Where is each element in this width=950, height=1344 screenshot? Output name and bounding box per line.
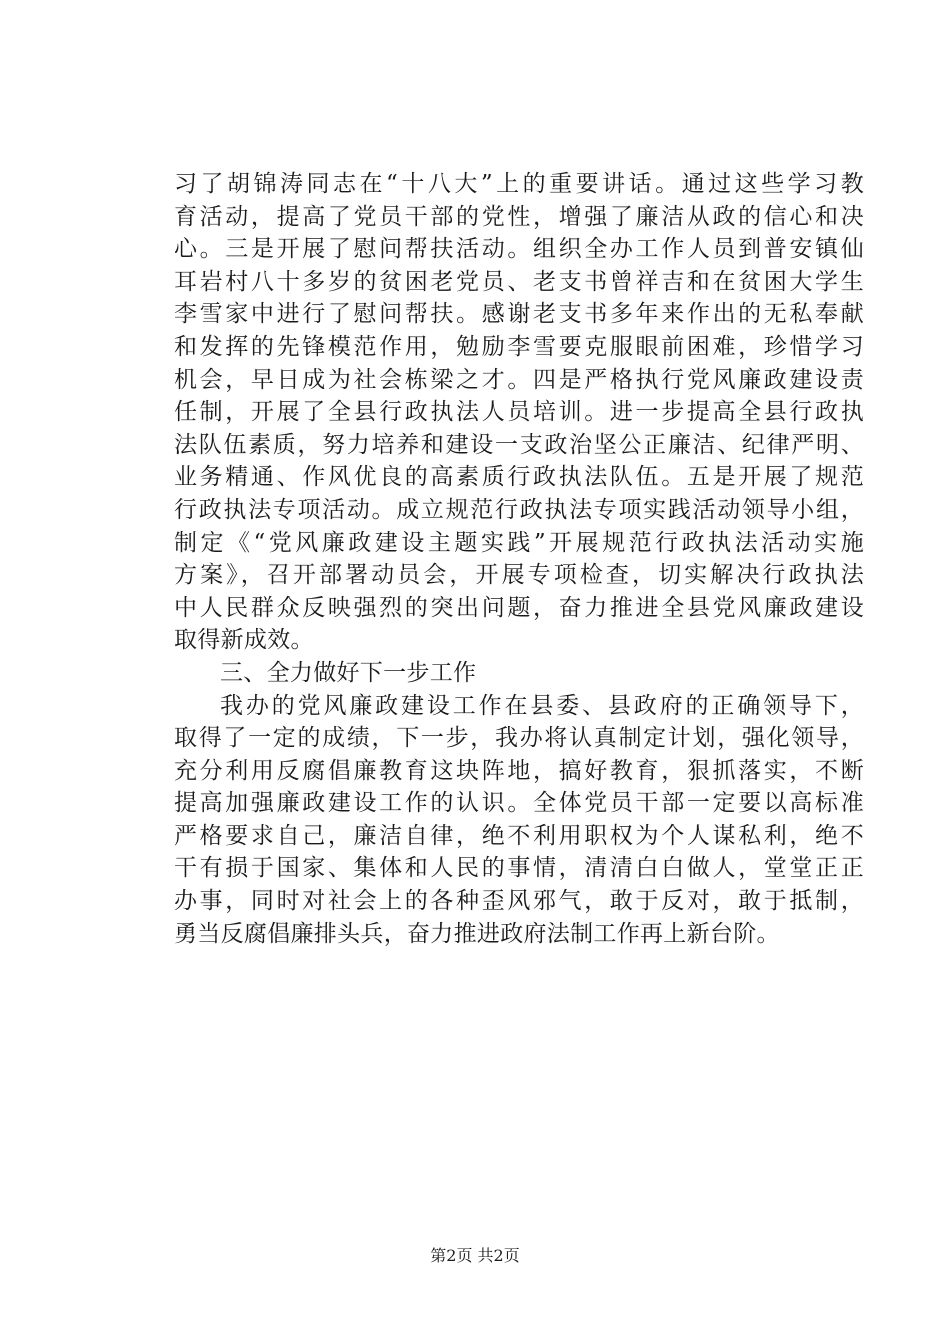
text-line: 提高加强廉政建设工作的认识。全体党员干部一定要以高标准	[174, 790, 864, 817]
text-line: 机会，早日成为社会栋梁之才。四是严格执行党风廉政建设责	[174, 366, 864, 393]
text-line: 勇当反腐倡廉排头兵，奋力推进政府法制工作再上新台阶。	[174, 920, 780, 947]
paragraph-1	[174, 168, 864, 657]
text-line: 习了胡锦涛同志在“十八大”上的重要讲话。通过这些学习教	[174, 171, 864, 197]
text-line: 办事，同时对社会上的各种歪风邪气，敢于反对，敢于抵制，	[174, 888, 864, 915]
text-line: 中人民群众反映强烈的突出问题，奋力推进全县党风廉政建设	[174, 594, 864, 621]
document-body	[174, 168, 864, 950]
page-footer: 第2页 共2页	[430, 1246, 520, 1265]
text-line: 心。三是开展了慰问帮扶活动。组织全办工作人员到普安镇仙	[174, 236, 864, 263]
section-heading: 三、全力做好下一步工作	[220, 659, 477, 686]
text-line: 行政执法专项活动。成立规范行政执法专项实践活动领导小组，	[174, 496, 864, 523]
text-line: 制定《“党风廉政建设主题实践”开展规范行政执法活动实施	[174, 529, 864, 556]
text-line: 取得新成效。	[174, 627, 314, 654]
text-line: 取得了一定的成绩，下一步，我办将认真制定计划，强化领导，	[174, 725, 864, 752]
text-line: 和发挥的先锋模范作用，勉励李雪要克服眼前困难，珍惜学习	[174, 333, 864, 360]
text-line: 我办的党风廉政建设工作在县委、县政府的正确领导下，	[220, 692, 864, 719]
paragraph-2	[174, 690, 864, 951]
text-line: 法队伍素质，努力培养和建设一支政治坚公正廉洁、纪律严明、	[174, 431, 864, 458]
text-line: 充分利用反腐倡廉教育这块阵地，搞好教育，狠抓落实，不断	[174, 757, 864, 784]
text-line: 干有损于国家、集体和人民的事情，清清白白做人，堂堂正正	[174, 855, 864, 882]
text-line: 业务精通、作风优良的高素质行政执法队伍。五是开展了规范	[174, 464, 864, 491]
text-line: 李雪家中进行了慰问帮扶。感谢老支书多年来作出的无私奉献	[174, 301, 864, 328]
text-line: 耳岩村八十多岁的贫困老党员、老支书曾祥吉和在贫困大学生	[174, 268, 864, 295]
text-line: 方案》，召开部署动员会，开展专项检查，切实解决行政执法	[174, 562, 864, 589]
text-line: 任制，开展了全县行政执法人员培训。进一步提高全县行政执	[174, 399, 864, 426]
text-line: 严格要求自己，廉洁自律，绝不利用职权为个人谋私利，绝不	[174, 822, 864, 849]
text-line: 育活动，提高了党员干部的党性，增强了廉洁从政的信心和决	[174, 203, 864, 230]
